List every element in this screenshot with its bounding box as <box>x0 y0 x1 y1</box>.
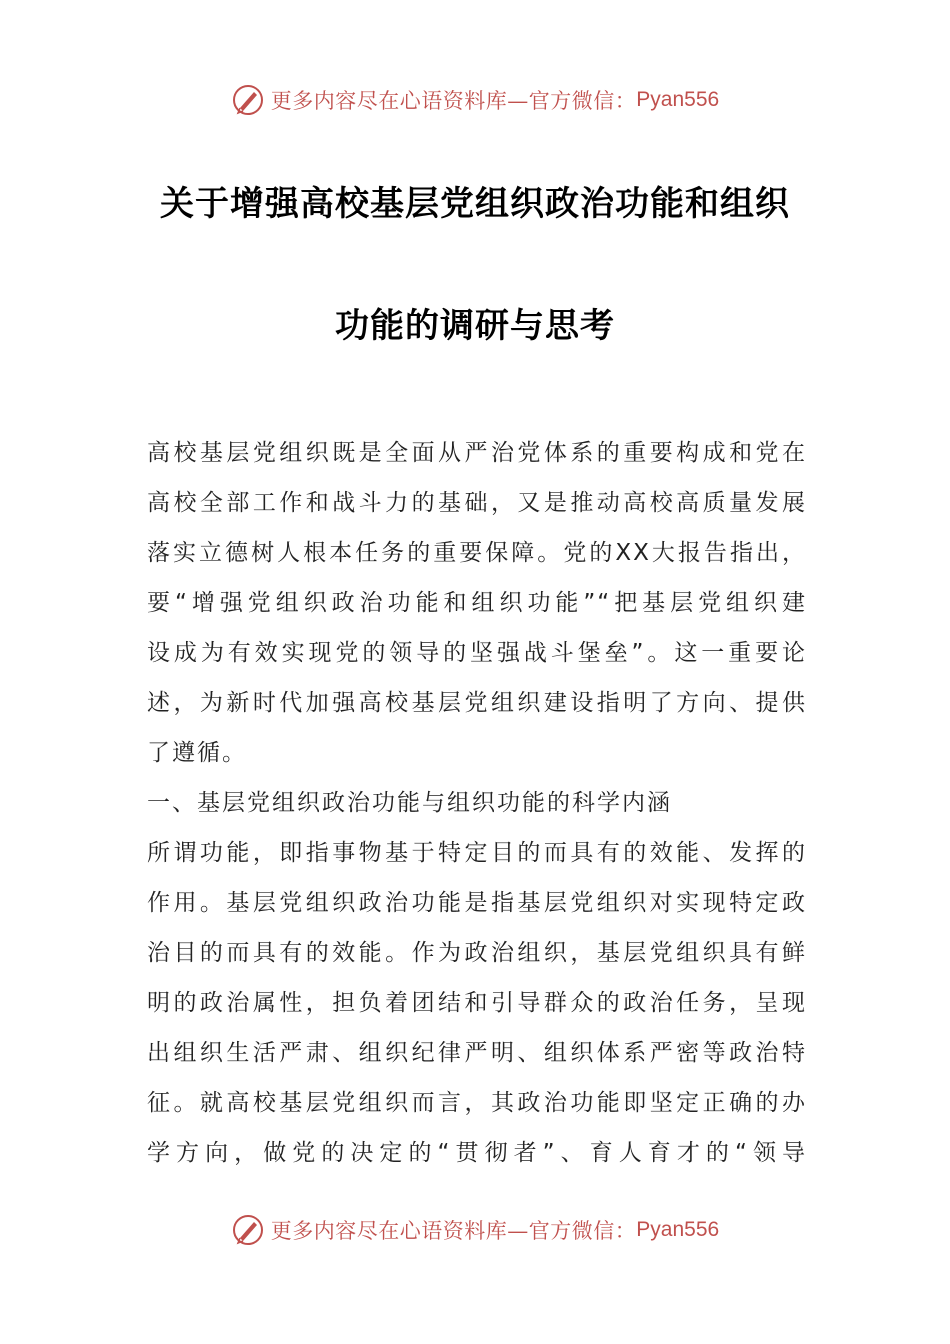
body-line: 要“增强党组织政治功能和组织功能”“把基层党组织建 <box>147 590 807 616</box>
body-line: 设成为有效实现党的领导的坚强战斗堡垒”。这一重要论 <box>147 640 807 666</box>
body-line: 所谓功能，即指事物基于特定目的而具有的效能、发挥的 <box>147 840 807 866</box>
body-line: 述，为新时代加强高校基层党组织建设指明了方向、提供 <box>147 690 807 716</box>
body-line: 落实立德树人根本任务的重要保障。党的XX大报告指出， <box>147 540 807 566</box>
body-line: 高校基层党组织既是全面从严治党体系的重要构成和党在 <box>147 440 807 466</box>
watermark-banner-top <box>0 80 950 120</box>
document-title-line-1: 关于增强高校基层党组织政治功能和组织 <box>160 184 790 224</box>
watermark-wechat-id: Pyan556 <box>636 1218 720 1241</box>
watermark-banner-bottom <box>0 1210 950 1250</box>
body-line: 出组织生活严肃、组织纪律严明、组织体系严密等政治特 <box>147 1040 807 1066</box>
pen-logo-icon <box>231 1213 265 1247</box>
body-line: 明的政治属性，担负着团结和引导群众的政治任务，呈现 <box>147 990 807 1016</box>
pen-logo-icon <box>231 83 265 117</box>
document-body <box>147 428 807 1178</box>
section-heading: 一、基层党组织政治功能与组织功能的科学内涵 <box>147 790 672 816</box>
body-line: 作用。基层党组织政治功能是指基层党组织对实现特定政 <box>147 890 807 916</box>
body-line: 治目的而具有的效能。作为政治组织，基层党组织具有鲜 <box>147 940 807 966</box>
watermark-text: 更多内容尽在心语资料库—官方微信： <box>270 89 637 113</box>
watermark-wechat-id: Pyan556 <box>636 88 720 111</box>
watermark-text: 更多内容尽在心语资料库—官方微信： <box>270 1219 637 1243</box>
body-line: 学方向，做党的决定的“贯彻者”、育人育才的“领导 <box>147 1140 807 1166</box>
body-line: 了遵循。 <box>147 740 247 766</box>
body-line: 高校全部工作和战斗力的基础，又是推动高校高质量发展 <box>147 490 807 516</box>
body-line: 征。就高校基层党组织而言，其政治功能即坚定正确的办 <box>147 1090 807 1116</box>
document-title-line-2: 功能的调研与思考 <box>335 306 615 346</box>
